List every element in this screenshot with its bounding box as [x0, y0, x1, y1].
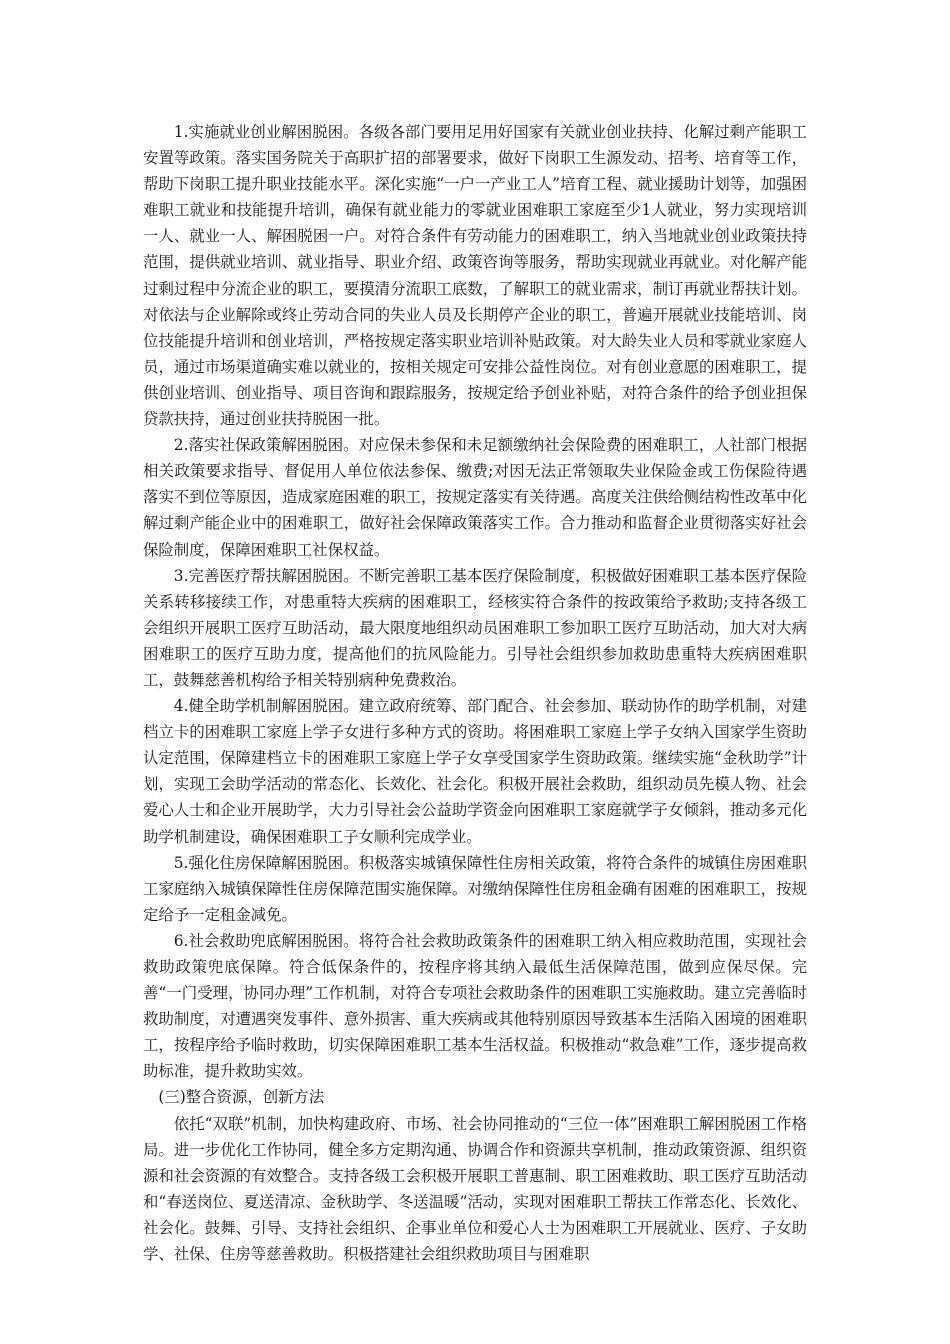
- section-heading: (三)整合资源，创新方法: [158, 1088, 325, 1107]
- paragraph-social-insurance: 2.落实社保政策解困脱困。对应保未参保和未足额缴纳社会保险费的困难职工，人社部门根据相关政策要求指导、督促用人单位依法参保、缴费;对因无法正常领取失业保险金或工伤保险待遇落实不到位等原因，造成家庭困难的职工，按规定落实有关待遇。高度关注供给侧结构性改革中化解过剩产能企业中的困难职工，做好社会保障政策落实工作。合力推动和监督企业贯彻落实好社会保险制度，保障困难职工社保权益。: [143, 436, 807, 559]
- document-page: [143, 119, 807, 1267]
- paragraph-medical-aid: 3.完善医疗帮扶解困脱困。不断完善职工基本医疗保险制度，积极做好困难职工基本医疗保险关系转移接续工作，对患重特大疾病的困难职工，经核实符合条件的按政策给予救助;支持各级工会组织开展职工医疗互助活动，最大限度地组织动员困难职工参加职工医疗互助活动，加大对大病困难职工的医疗互助力度，提高他们的抗风险能力。引导社会组织参加救助患重特大疾病困难职工，鼓舞慈善机构给予相关特别病种免费救治。: [143, 566, 807, 689]
- paragraph-education-aid: 4.健全助学机制解困脱困。建立政府统筹、部门配合、社会参加、联动协作的助学机制，对建档立卡的困难职工家庭上学子女进行多种方式的资助。将困难职工家庭上学子女纳入国家学生资助认定范围，保障建档立卡的困难职工家庭上学子女享受国家学生资助政策。继续实施“金秋助学”计划，实现工会助学活动的常态化、长效化、社会化。积极开展社会救助，组织动员先模人物、社会爱心人士和企业开展助学，大力引导社会公益助学资金向困难职工家庭就学子女倾斜，推动多元化助学机制建设，确保困难职工子女顺利完成学业。: [143, 697, 807, 846]
- paragraph-employment: 1.实施就业创业解困脱困。各级各部门要用足用好国家有关就业创业扶持、化解过剩产能职工安置等政策。落实国务院关于高职扩招的部署要求，做好下岗职工生源发动、招考、培育等工作，帮助下岗职工提升职业技能水平。深化实施“一户一产业工人”培育工程、就业援助计划等，加强困难职工就业和技能提升培训，确保有就业能力的零就业困难职工家庭至少1人就业，努力实现培训一人、就业一人、解困脱困一户。对符合条件有劳动能力的困难职工，纳入当地就业创业政策扶持范围，提供就业培训、就业指导、职业介绍、政策咨询等服务，帮助实现就业再就业。对化解产能过剩过程中分流企业的职工，要摸清分流职工底数，了解职工的就业需求，制订再就业帮扶计划。对依法与企业解除或终止劳动合同的失业人员及长期停产企业的职工，普遍开展就业技能培训、岗位技能提升培训和创业培训，严格按规定落实职业培训补贴政策。对大龄失业人员和零就业家庭人员，通过市场渠道确实难以就业的，按相关规定可安排公益性岗位。对有创业意愿的困难职工，提供创业培训、创业指导、项目咨询和跟踪服务，按规定给予创业补贴，对符合条件的给予创业担保贷款扶持，通过创业扶持脱困一批。: [143, 123, 807, 429]
- paragraph-social-relief: 6.社会救助兜底解困脱困。将符合社会救助政策条件的困难职工纳入相应救助范围，实现社会救助政策兜底保障。符合低保条件的，按程序将其纳入最低生活保障范围，做到应保尽保。完善“一门受理，协同办理”工作机制，对符合专项社会救助条件的困难职工实施救助。建立完善临时救助制度，对遭遇突发事件、意外损害、重大疾病或其他特别原因导致基本生活陷入困境的困难职工，按程序给予临时救助，切实保障困难职工基本生活权益。积极推动“救急难”工作，逐步提高救助标准，提升救助实效。: [143, 931, 807, 1081]
- paragraph-housing: 5.强化住房保障解困脱困。积极落实城镇保障性住房相关政策，将符合条件的城镇住房困难职工家庭纳入城镇保障性住房保障范围实施保障。对缴纳保障性住房租金确有困难的困难职工，按规定给予一定租金减免。: [143, 853, 807, 924]
- paragraph-resource-integration: 依托“双联”机制，加快构建政府、市场、社会协同推动的“三位一体”困难职工解困脱困工作格局。进一步优化工作协同，健全多方定期沟通、协调合作和资源共享机制，推动政策资源、组织资源和社会资源的有效整合。支持各级工会积极开展职工普惠制、职工困难救助、职工医疗互助活动和“春送岗位、夏送清凉、金秋助学、冬送温暖”活动，实现对困难职工帮扶工作常态化、长效化、社会化。鼓舞、引导、支持社会组织、企事业单位和爱心人士为困难职工开展就业、医疗、子女助学、社保、住房等慈善救助。积极搭建社会组织救助项目与困难职: [143, 1114, 807, 1264]
